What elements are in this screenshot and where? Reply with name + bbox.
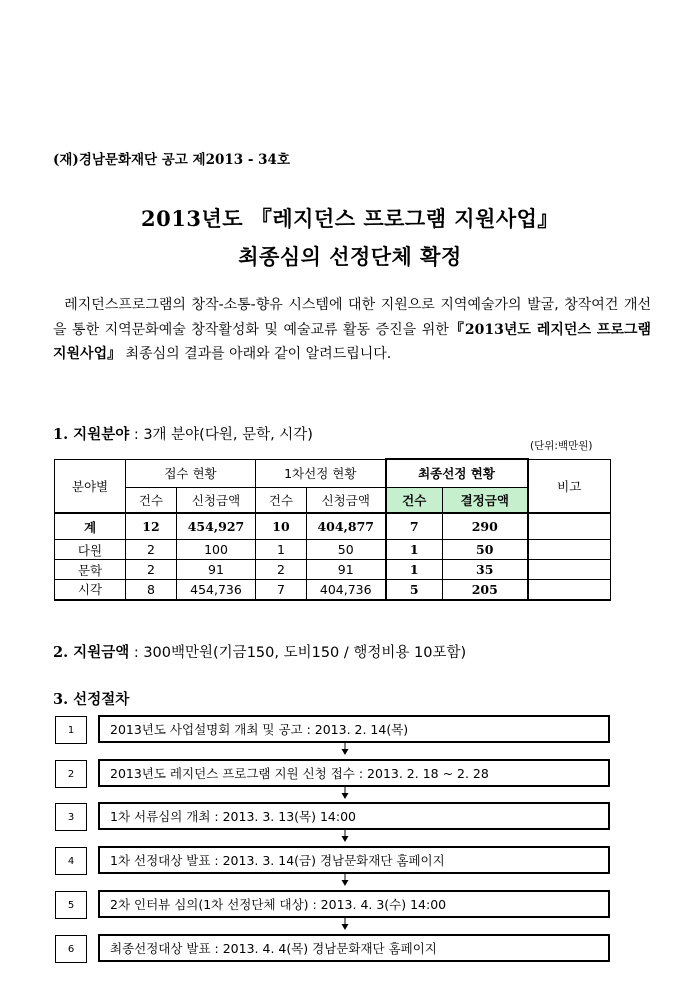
- intro-text-end: 최종심의 결과를 아래와 같이 알려드립니다.: [121, 346, 392, 362]
- cell-field: 문학: [55, 560, 126, 580]
- cell-final-amount: 290: [443, 513, 528, 540]
- cell-recv-amount: 454,736: [177, 580, 256, 600]
- cell-recv-count: 2: [126, 540, 177, 560]
- header-received: 접수 현황: [126, 459, 256, 487]
- header-recv-amount: 신청금액: [177, 487, 256, 513]
- arrow-down-icon: [340, 830, 350, 842]
- table-row: [55, 540, 611, 560]
- section-1-title: 1. 지원분야: [53, 426, 130, 443]
- step-number: 3: [55, 803, 87, 831]
- arrow-down-icon: [340, 874, 350, 886]
- cell-final-amount: 205: [443, 580, 528, 600]
- cell-note: [528, 580, 611, 600]
- step-number: 5: [55, 891, 87, 919]
- step-number: 1: [55, 716, 87, 744]
- selection-table: [54, 458, 611, 601]
- header-final-count: 건수: [386, 487, 443, 513]
- section-2-title: 2. 지원금액: [53, 644, 130, 661]
- cell-final-count: 7: [386, 513, 443, 540]
- cell-final-count: 1: [386, 540, 443, 560]
- cell-first-amount: 404,877: [307, 513, 386, 540]
- cell-first-amount: 404,736: [307, 580, 386, 600]
- cell-recv-count: 2: [126, 560, 177, 580]
- intro-text: 레지던스프로그램의 창작-소통-향유 시스템에 대한 지원으로 지역예술가의 발굴, 창작여건 개선을 통한 지역문화예술 창작활성화 및 예술교류 활동 증진을 위한: [53, 297, 651, 338]
- cell-field: 다원: [55, 540, 126, 560]
- step-box: 1차 선정대상 발표 : 2013. 3. 14(금) 경남문화재단 홈페이지: [98, 846, 610, 874]
- step-number: 6: [55, 935, 87, 963]
- cell-first-count: 1: [256, 540, 307, 560]
- intro-paragraph: [53, 293, 651, 367]
- header-first-count: 건수: [256, 487, 307, 513]
- table-row: [55, 560, 611, 580]
- cell-final-amount: 50: [443, 540, 528, 560]
- cell-final-count: 5: [386, 580, 443, 600]
- table-row: [55, 580, 611, 600]
- header-note: 비고: [528, 459, 611, 513]
- cell-recv-amount: 454,927: [177, 513, 256, 540]
- section-3-title: 3. 선정절차: [53, 691, 130, 708]
- step-box: 2013년도 레지던스 프로그램 지원 신청 접수 : 2013. 2. 18 ~ 2. 28: [98, 759, 610, 787]
- section-1-detail: : 3개 분야(다원, 문학, 시각): [129, 427, 313, 443]
- cell-first-count: 7: [256, 580, 307, 600]
- cell-first-count: 10: [256, 513, 307, 540]
- cell-note: [528, 540, 611, 560]
- cell-first-amount: 50: [307, 540, 386, 560]
- intro-program-name: 『2013년도 레지던스 프로그램 지원사업』: [53, 321, 652, 362]
- step-box: 2013년도 사업설명회 개최 및 공고 : 2013. 2. 14(목): [98, 715, 610, 743]
- table-row-total: [55, 513, 611, 540]
- cell-recv-amount: 100: [177, 540, 256, 560]
- cell-recv-amount: 91: [177, 560, 256, 580]
- header-field: 분야별: [55, 459, 126, 513]
- cell-final-count: 1: [386, 560, 443, 580]
- header-final-selection: 최종선정 현황: [386, 459, 528, 487]
- section-support-field: [53, 423, 313, 444]
- title-line-2: 최종심의 선정단체 확정: [238, 244, 462, 269]
- header-final-amount: 결정금액: [443, 487, 528, 513]
- arrow-down-icon: [340, 743, 350, 755]
- cell-field: 계: [55, 513, 126, 540]
- cell-first-amount: 91: [307, 560, 386, 580]
- step-number: 4: [55, 847, 87, 875]
- section-procedure: [53, 688, 129, 709]
- title-line-1: 2013년도 『레지던스 프로그램 지원사업』: [141, 206, 559, 231]
- cell-field: 시각: [55, 580, 126, 600]
- cell-first-count: 2: [256, 560, 307, 580]
- step-box: 최종선정대상 발표 : 2013. 4. 4(목) 경남문화재단 홈페이지: [98, 934, 610, 962]
- arrow-down-icon: [340, 918, 350, 930]
- section-2-detail: : 300백만원(기금150, 도비150 / 행정비용 10포함): [129, 645, 467, 661]
- step-number: 2: [55, 760, 87, 788]
- arrow-down-icon: [340, 787, 350, 799]
- header-first-selection: 1차선정 현황: [256, 459, 386, 487]
- header-first-amount: 신청금액: [307, 487, 386, 513]
- step-box: 2차 인터뷰 심의(1차 선정단체 대상) : 2013. 4. 3(수) 14:00: [98, 890, 610, 918]
- cell-note: [528, 513, 611, 540]
- notice-number: (재)경남문화재단 공고 제2013 - 34호: [53, 152, 290, 168]
- section-support-amount: [53, 641, 466, 662]
- unit-label: (단위:백만원): [530, 440, 593, 452]
- header-recv-count: 건수: [126, 487, 177, 513]
- step-box: 1차 서류심의 개최 : 2013. 3. 13(목) 14:00: [98, 802, 610, 830]
- cell-final-amount: 35: [443, 560, 528, 580]
- cell-note: [528, 560, 611, 580]
- cell-recv-count: 8: [126, 580, 177, 600]
- cell-recv-count: 12: [126, 513, 177, 540]
